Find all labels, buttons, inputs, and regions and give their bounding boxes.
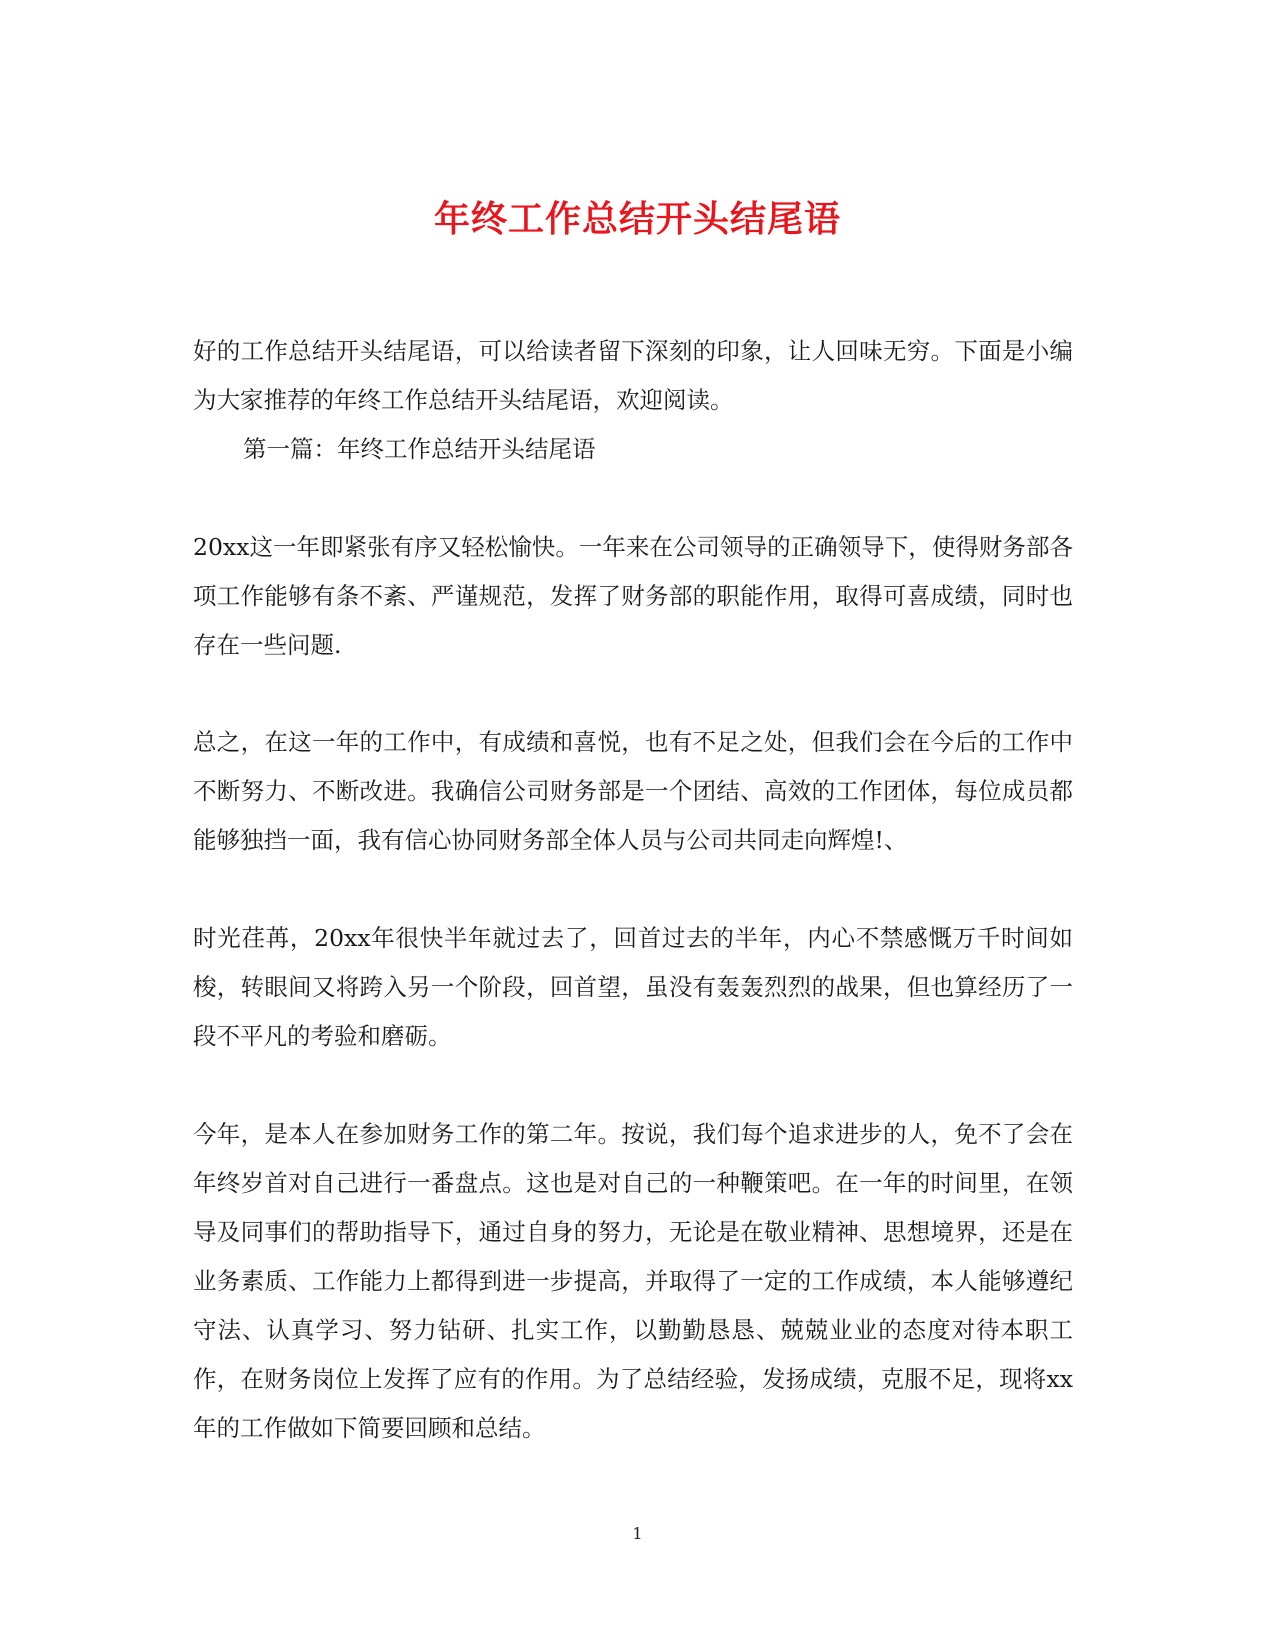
section-heading: 第一篇：年终工作总结开头结尾语 <box>243 435 596 463</box>
intro-paragraph: 好的工作总结开头结尾语，可以给读者留下深刻的印象，让人回味无穷。下面是小编为大家推荐的年终工作总结开头结尾语，欢迎阅读。 <box>193 337 1073 414</box>
body-paragraph: 时光荏苒，20xx年很快半年就过去了，回首过去的半年，内心不禁感慨万千时间如梭，转眼间又将跨入另一个阶段，回首望，虽没有轰轰烈烈的战果，但也算经历了一段不平凡的考验和磨砺。 <box>193 924 1073 1050</box>
body-paragraph: 总之，在这一年的工作中，有成绩和喜悦，也有不足之处，但我们会在今后的工作中不断努力、不断改进。我确信公司财务部是一个团结、高效的工作团体，每位成员都能够独挡一面，我有信心协同财务部全体人员与公司共同走向辉煌!、 <box>193 728 1073 854</box>
page-number: 1 <box>632 1524 643 1543</box>
document-title: 年终工作总结开头结尾语 <box>433 199 841 241</box>
body-paragraph: 20xx这一年即紧张有序又轻松愉快。一年来在公司领导的正确领导下，使得财务部各项工作能够有条不紊、严谨规范，发挥了财务部的职能作用，取得可喜成绩，同时也存在一些问题. <box>193 533 1073 659</box>
body-paragraph: 今年，是本人在参加财务工作的第二年。按说，我们每个追求进步的人，免不了会在年终岁首对自己进行一番盘点。这也是对自己的一种鞭策吧。在一年的时间里，在领导及同事们的帮助指导下，通过自身的努力，无论是在敬业精神、思想境界，还是在业务素质、工作能力上都得到进一步提高，并取得了一定的工作成绩，本人能够遵纪守法、认真学习、努力钻研、扎实工作，以勤勤恳恳、兢兢业业的态度对待本职工作，在财务岗位上发挥了应有的作用。为了总结经验，发扬成绩，克服不足，现将xx年的工作做如下简要回顾和总结。 <box>193 1120 1073 1442</box>
